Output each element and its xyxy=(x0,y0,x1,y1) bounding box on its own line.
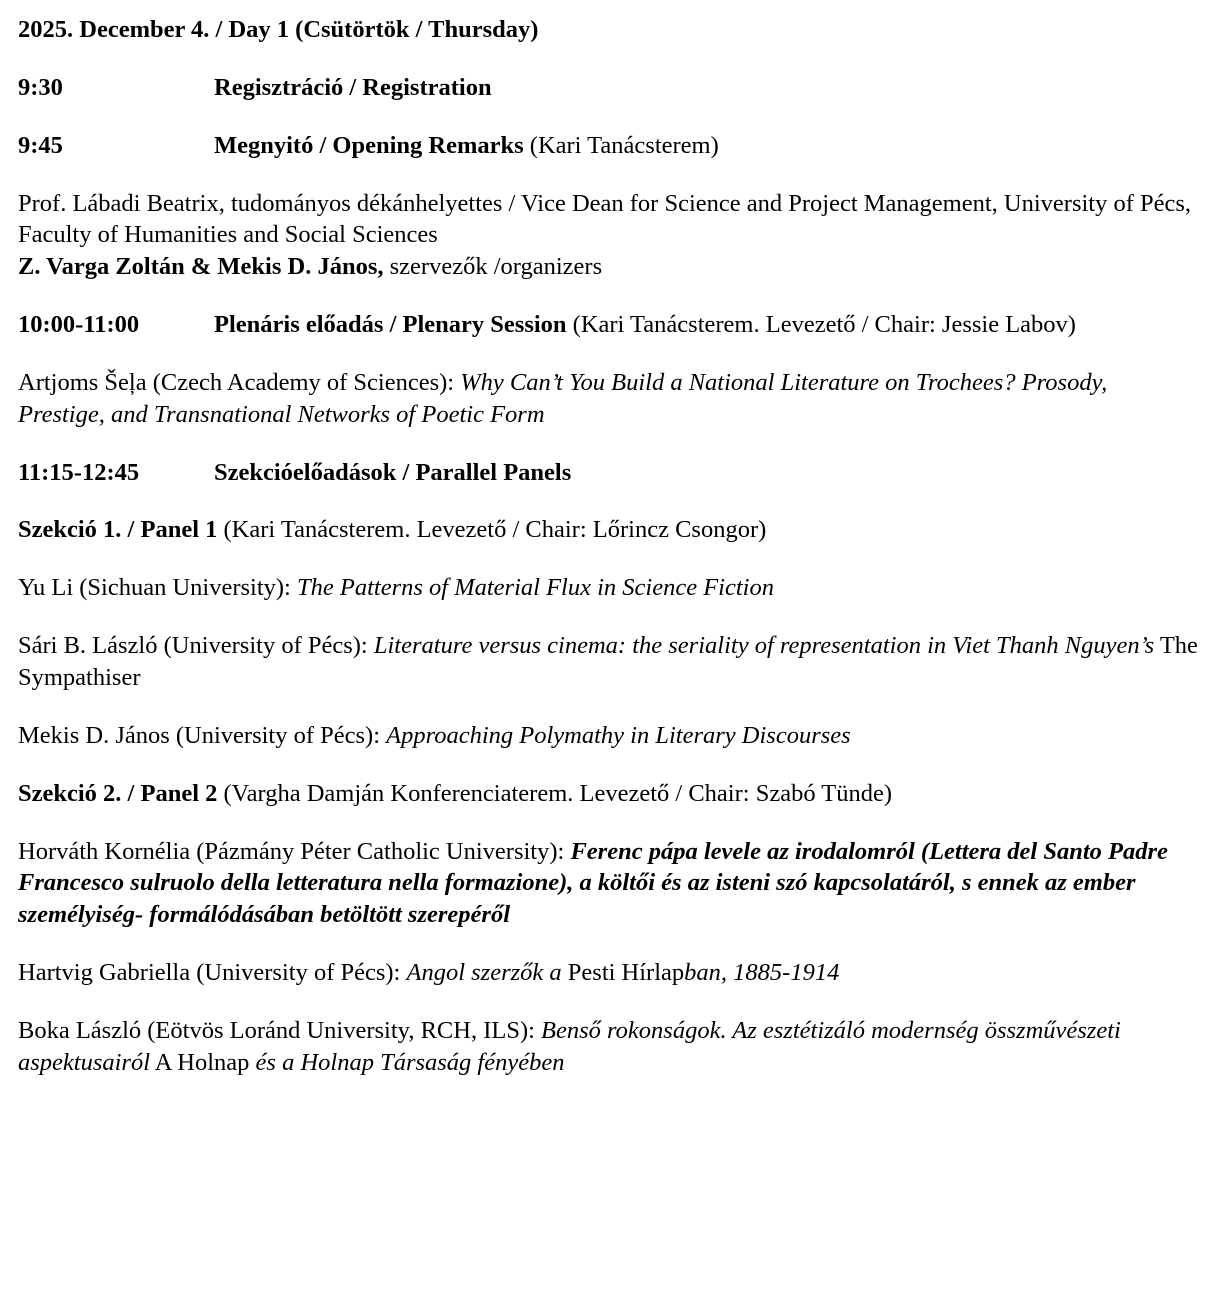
panel-2-talk-1-title: Ferenc pápa levele az irodalomról (Lettera del Santo Padre Francesco sulruolo della letteratura nella formazione), a költői és az isteni szó kapcsolatáról, s ennek az ember személyiség- formálódásában betöltött szerepéről xyxy=(18,837,1168,929)
panel-2-talk-3-title-tail: és a Holnap Társaság fényében xyxy=(249,1048,565,1076)
plenary-title: Plenáris előadás / Plenary Session xyxy=(214,311,567,339)
panel-1-venue: (Kari Tanácsterem. Levezető / Chair: Lőrincz Csongor) xyxy=(217,516,767,544)
registration-title: Regisztráció / Registration xyxy=(214,73,492,101)
panel-2-talk-2-title-mid: Pesti Hírlap xyxy=(561,959,685,987)
panel-2-talk-3-speaker: Boka László (Eötvös Loránd University, RCH, ILS): xyxy=(18,1016,542,1044)
panel-2-venue: (Vargha Damján Konferenciaterem. Levezető / Chair: Szabó Tünde) xyxy=(217,779,893,807)
panel-2-talk-2 xyxy=(18,957,1200,989)
panel-1-label: Szekció 1. / Panel 1 xyxy=(18,516,218,544)
panel-1-talk-2 xyxy=(18,630,1200,694)
plenary-time: 10:00-11:00 xyxy=(18,311,140,339)
plenary-talk-title: Why Can’t You Build a National Literature on Trochees? Prosody, Prestige, and Transnational Networks of Poetic Form xyxy=(18,368,1108,428)
registration-time: 9:30 xyxy=(18,73,63,101)
panel-2-talk-3 xyxy=(18,1015,1200,1079)
session-registration xyxy=(18,72,1200,104)
panel-2-talk-1-speaker: Horváth Kornélia (Pázmány Péter Catholic University): xyxy=(18,837,571,865)
day-heading-text: 2025. December 4. / Day 1 (Csütörtök / Thursday) xyxy=(18,16,539,43)
opening-time: 9:45 xyxy=(18,131,63,159)
session-parallel-panels xyxy=(18,457,1200,489)
panel-2-talk-3-title: Benső rokonságok. Az esztétizáló modernség összművészeti aspektusairól xyxy=(18,1016,1121,1076)
panel-1-talk-3-title: Approaching Polymathy in Literary Discourses xyxy=(386,721,851,749)
panel-2-talk-3-title-mid: A Holnap xyxy=(150,1048,250,1076)
session-opening xyxy=(18,130,1200,162)
panel-2-talk-2-title: Angol szerzők a xyxy=(406,959,562,987)
panel-1-talk-2-speaker: Sári B. László (University of Pécs): xyxy=(18,632,374,660)
parallel-panels-title: Szekcióelőadások / Parallel Panels xyxy=(214,458,572,486)
parallel-panels-time: 11:15-12:45 xyxy=(18,458,140,486)
panel-2-talk-2-speaker: Hartvig Gabriella (University of Pécs): xyxy=(18,959,407,987)
panel-1-talk-3 xyxy=(18,720,1200,752)
panel-1-talk-2-title: Literature versus cinema: the seriality of representation in Viet Thanh Nguyen’s xyxy=(373,632,1155,660)
opening-speaker-line-1: Prof. Lábadi Beatrix, tudományos dékánhelyettes / Vice Dean for Science and Project Management, University of Pécs, Faculty of Humanities and Social Sciences xyxy=(18,189,1192,249)
opening-speaker-line-2-names: Z. Varga Zoltán & Mekis D. János, xyxy=(18,253,384,281)
plenary-venue: (Kari Tanácsterem. Levezető / Chair: Jessie Labov) xyxy=(566,311,1076,339)
panel-2-talk-1 xyxy=(18,836,1200,932)
plenary-talk-speaker: Artjoms Šeļa (Czech Academy of Sciences): xyxy=(18,368,461,396)
panel-1-talk-1 xyxy=(18,572,1200,604)
panel-2-label: Szekció 2. / Panel 2 xyxy=(18,779,218,807)
plenary-talk xyxy=(18,367,1200,431)
panel-2-heading xyxy=(18,778,1200,810)
panel-1-talk-1-speaker: Yu Li (Sichuan University): xyxy=(18,574,297,602)
panel-2-talk-2-title-tail: ban, 1885-1914 xyxy=(684,959,840,987)
panel-1-talk-1-title: The Patterns of Material Flux in Science Fiction xyxy=(297,574,774,602)
opening-venue: (Kari Tanácsterem) xyxy=(523,131,719,159)
panel-1-talk-3-speaker: Mekis D. János (University of Pécs): xyxy=(18,721,387,749)
opening-title: Megnyitó / Opening Remarks xyxy=(214,131,524,159)
panel-1-talk-2-title-tail: The Sympathiser xyxy=(18,632,1198,691)
session-plenary xyxy=(18,309,1200,341)
opening-speakers xyxy=(18,188,1200,284)
panel-1-heading xyxy=(18,514,1200,546)
opening-speaker-line-2-role: szervezők /organizers xyxy=(383,253,603,281)
day-heading xyxy=(18,14,1200,46)
